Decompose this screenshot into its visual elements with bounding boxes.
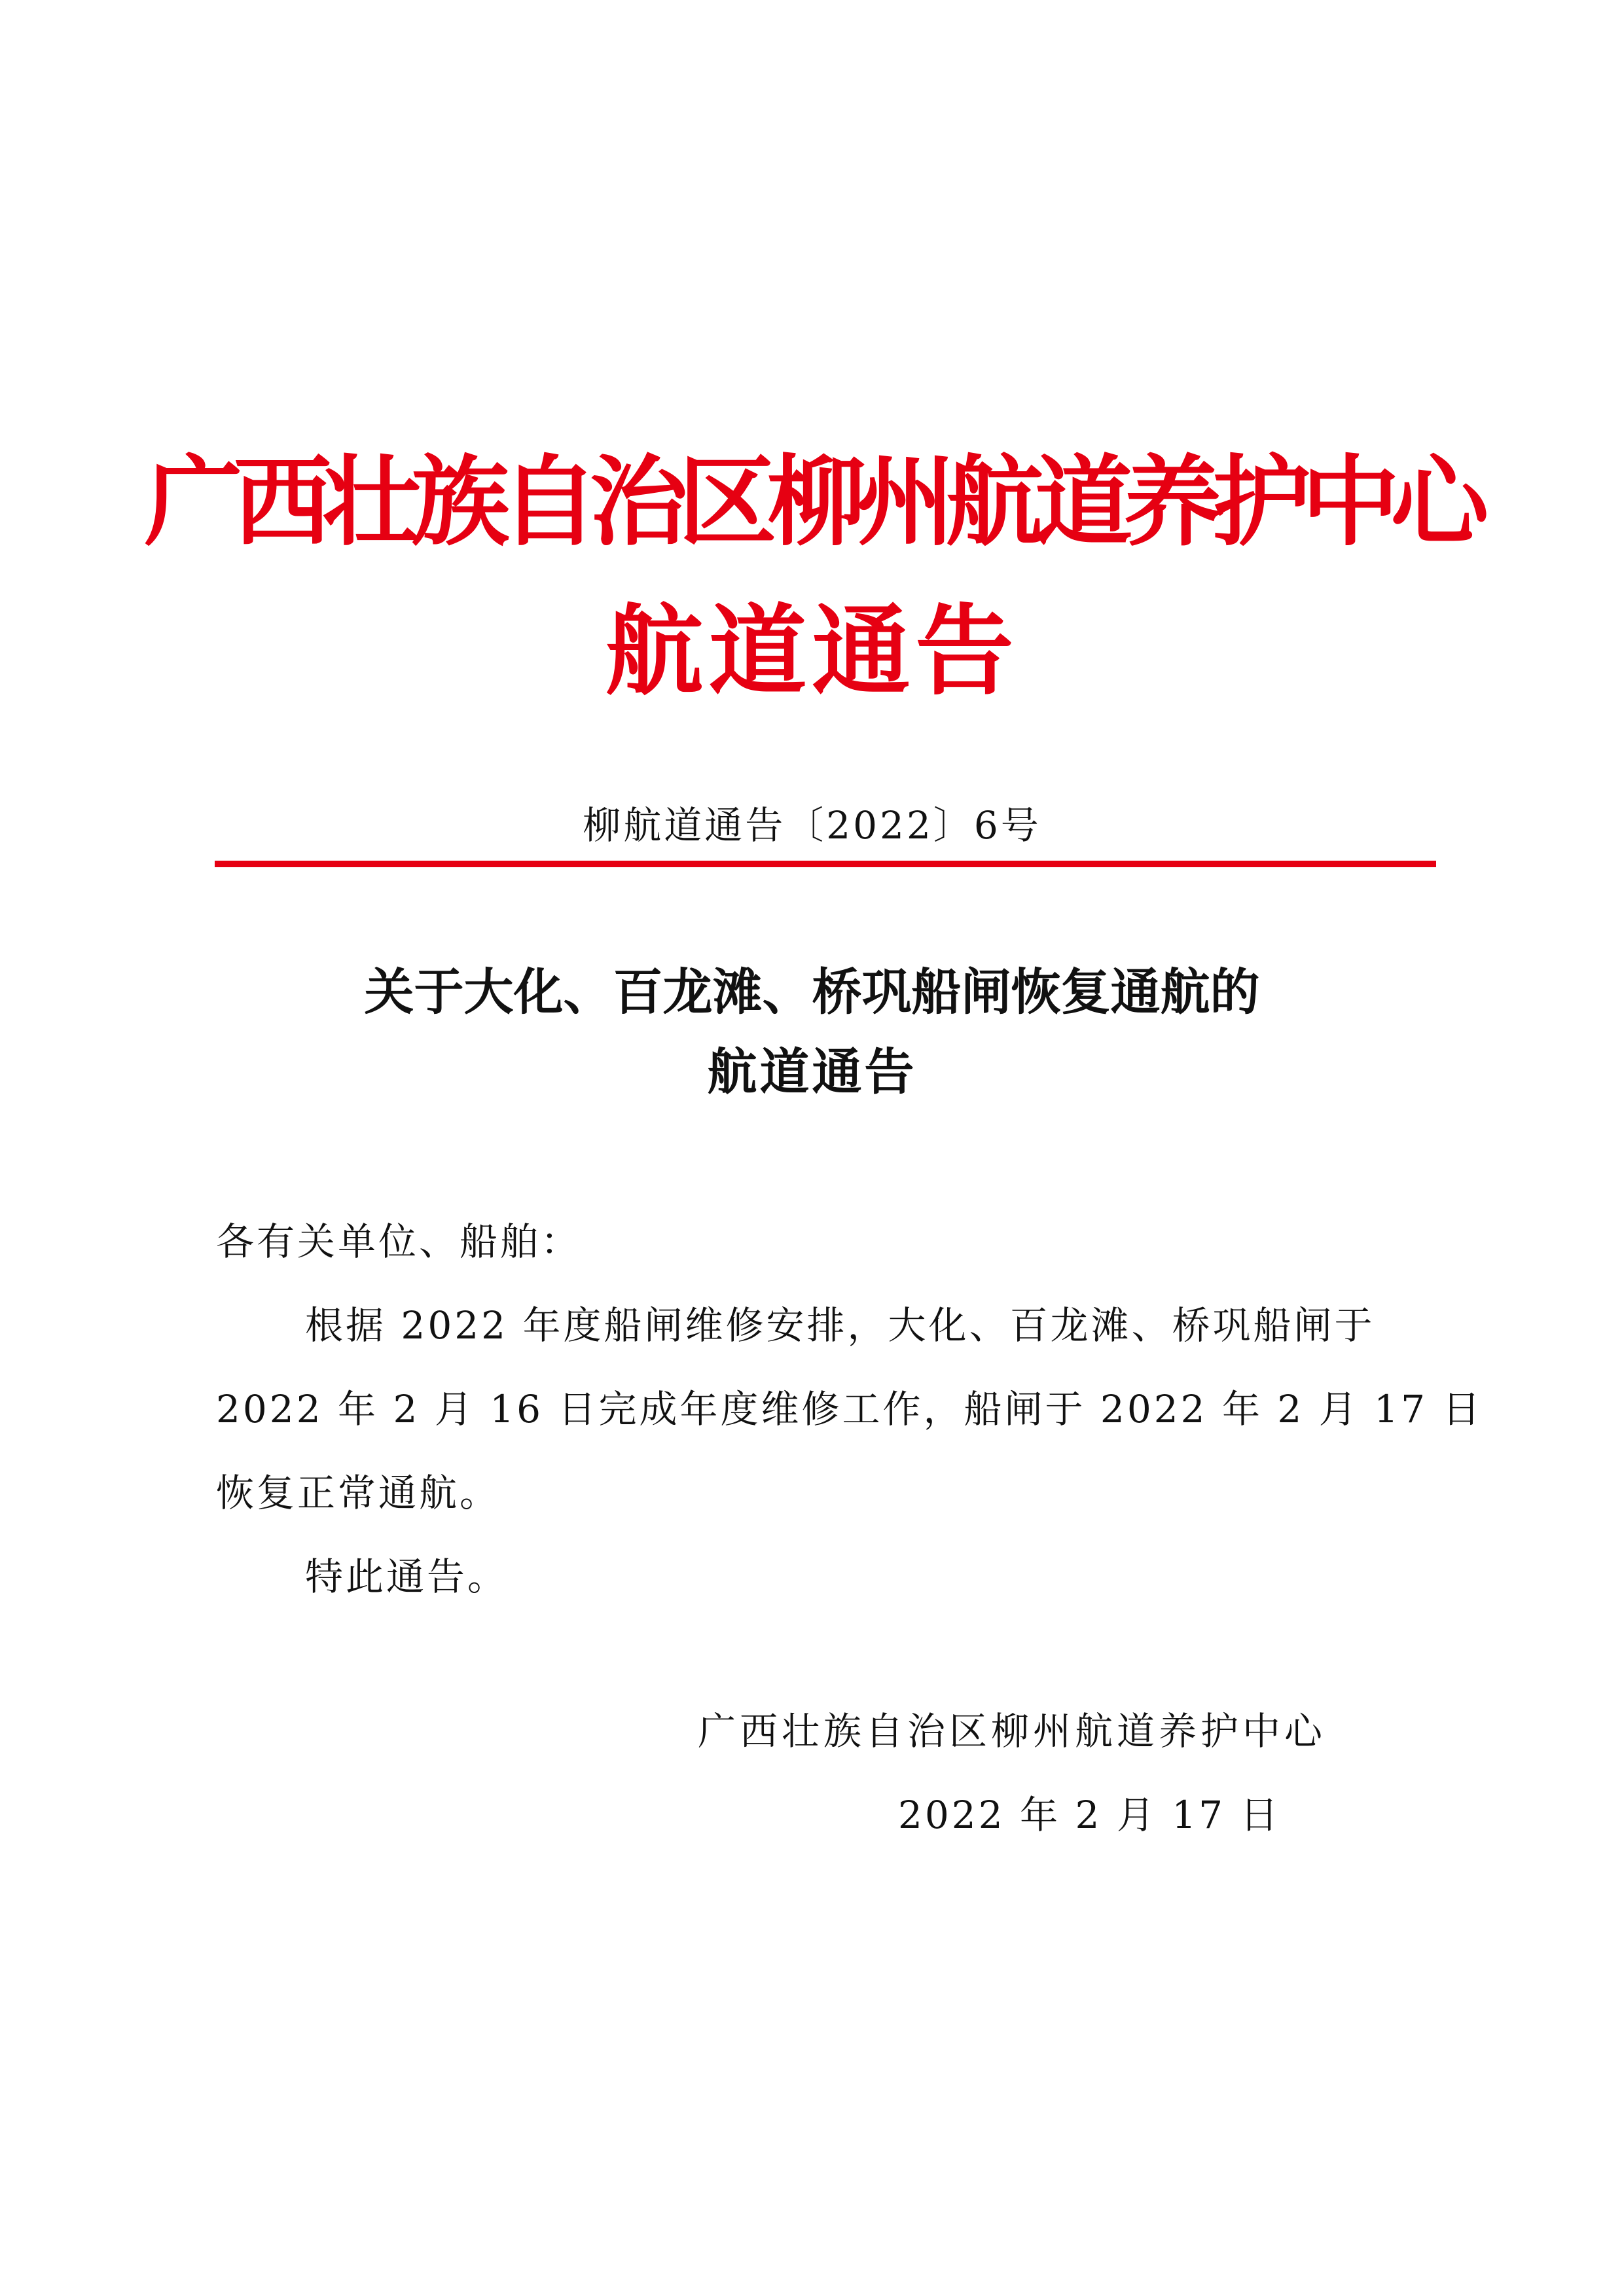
notice-title-line-2: 航道通告 xyxy=(707,1043,917,1101)
document-number: 柳航道通告〔2022〕6号 xyxy=(583,803,1041,848)
body-line-3: 恢复正常通航。 xyxy=(216,1471,501,1515)
red-header-org-name: 广西壮族自治区柳州航道养护中心 xyxy=(144,444,1480,560)
closing-statement: 特此通告。 xyxy=(305,1554,509,1599)
salutation: 各有关单位、船舶： xyxy=(216,1219,582,1264)
red-header-doc-type: 航道通告 xyxy=(605,594,1019,709)
signature-organization: 广西壮族自治区柳州航道养护中心 xyxy=(698,1709,1327,1753)
notice-title-line-1: 关于大化、百龙滩、桥巩船闸恢复通航的 xyxy=(364,963,1260,1021)
red-separator-line xyxy=(215,861,1436,867)
body-line-1: 根据 2022 年度船闸维修安排，大化、百龙滩、桥巩船闸于 xyxy=(305,1303,1375,1348)
signature-date: 2022 年 2 月 17 日 xyxy=(898,1793,1281,1837)
body-line-2: 2022 年 2 月 16 日完成年度维修工作，船闸于 2022 年 2 月 17 日 xyxy=(216,1387,1483,1431)
